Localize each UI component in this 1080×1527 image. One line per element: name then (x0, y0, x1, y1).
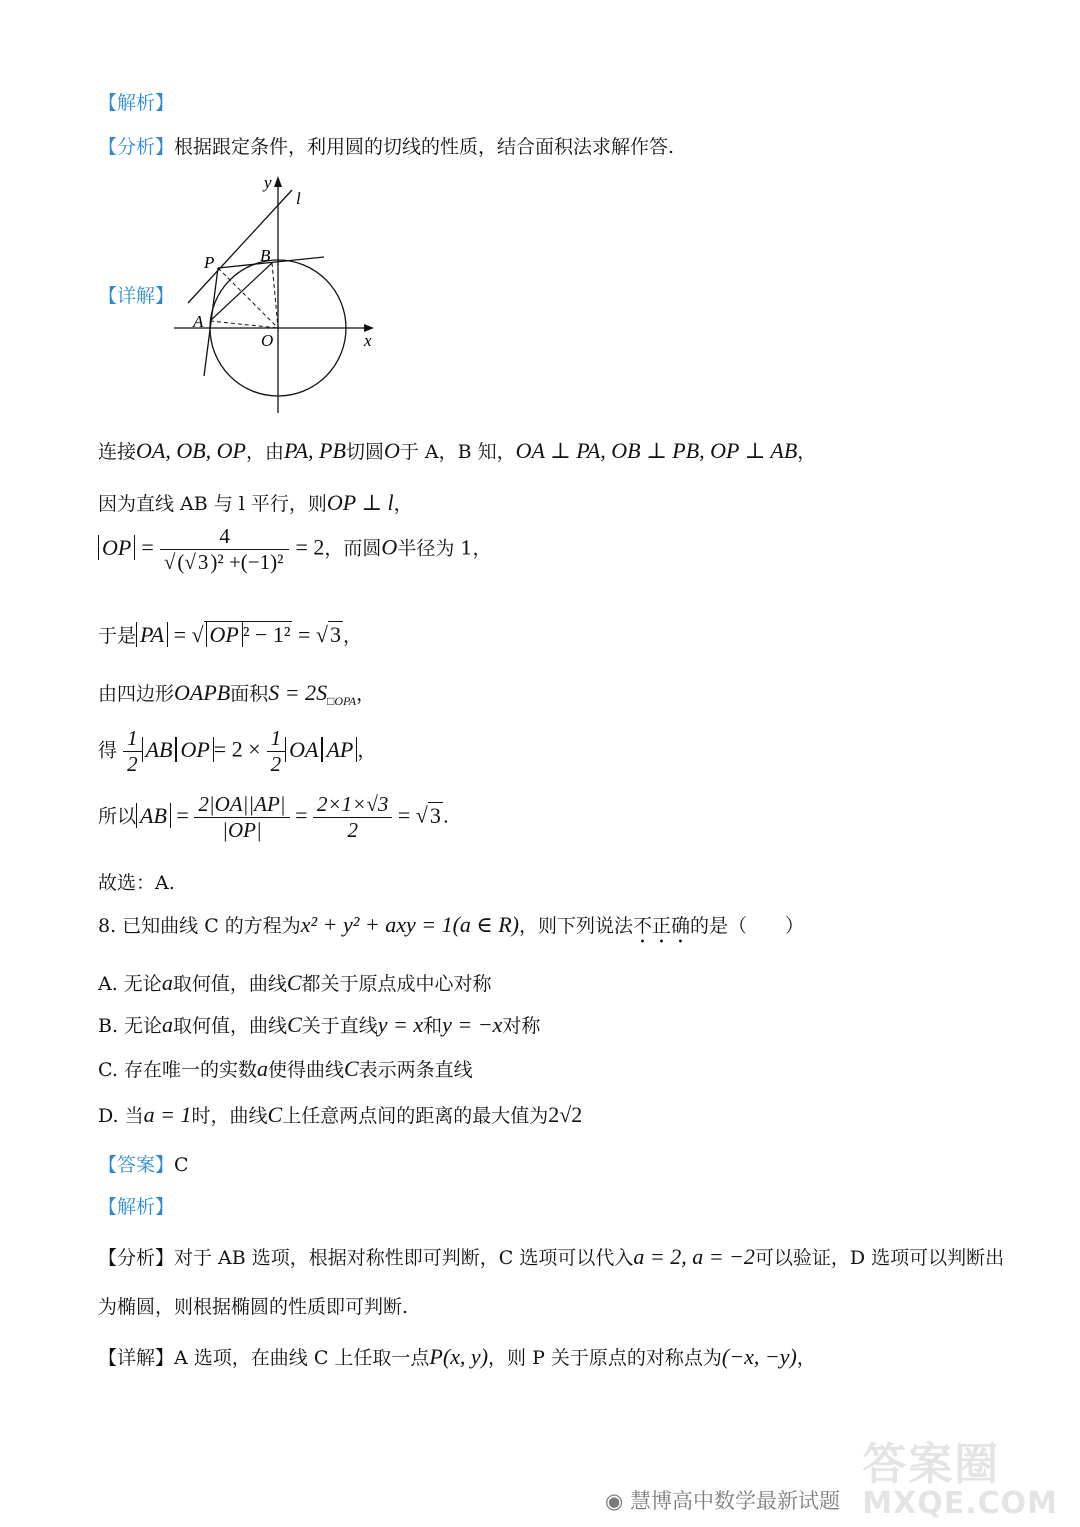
ab-fraction-2 (313, 792, 392, 843)
step2-pre: 因为直线 AB 与 l 平行，则 (98, 493, 327, 515)
step2-end: ， (393, 493, 413, 515)
option-c-text: 使得曲线 (267, 1059, 344, 1081)
label-l: l (296, 189, 301, 208)
segment-op (218, 268, 278, 328)
step-ab-length: 所以 AB = $\frac{2|OA||AP|}{|OP|}$ = $\frac{2\times 1\times√3}{2}$ = √3 . (98, 792, 449, 843)
step6-pre: 得 (98, 739, 118, 762)
y-axis-arrow (274, 176, 282, 187)
step7-ab: AB (136, 803, 171, 828)
wechat-icon: ◉ (604, 1489, 624, 1513)
detail-2-end: ， (796, 1347, 816, 1369)
section-tag-analysis-2: 【解析】 (98, 1196, 175, 1218)
step5-mid: 面积 (230, 683, 269, 705)
answer-line (98, 1154, 189, 1177)
step5-pre: 由四边形 (98, 683, 175, 705)
detail-tag: 【详解】 (98, 285, 175, 307)
pa-result: 3 (329, 622, 341, 647)
step1-m1: OA, OB, OP (136, 438, 246, 463)
ab-result: 3 (429, 802, 441, 828)
answer-tag: 【答案】 (98, 1154, 175, 1176)
ab-den-2: 2 (347, 818, 358, 843)
analysis-2-line-1 (98, 1244, 1004, 1270)
section-tag-analysis: 【解析】 (98, 92, 175, 114)
step1-t3: 切圆 (345, 441, 384, 463)
q8-mid: ，则下列说法 (518, 915, 633, 937)
option-d-pre: D. 当 (98, 1105, 144, 1127)
option-b-m: a (162, 1012, 174, 1037)
segment-ob (272, 263, 278, 328)
wechat-watermark-text: 慧博高中数学最新试题 (630, 1489, 840, 1513)
step6-op: OP (176, 737, 213, 762)
pa-rad-tail: ² − 1² (242, 622, 291, 647)
watermark-brand: 答案圈 (862, 1439, 1001, 1490)
step-op-length: OP = $\frac{4}{\text{√(√3)² +(−1)²}}$ = 2，而圆O半径为 1， (98, 524, 491, 575)
detail-2-line (98, 1344, 816, 1370)
step1-m3: O (383, 438, 400, 463)
half-den-2: 2 (270, 752, 282, 777)
step3-text2: 半径为 1， (397, 537, 492, 560)
step6-end: ， (357, 739, 377, 762)
analysis-line (98, 136, 674, 159)
option-b-text3: 和 (423, 1015, 443, 1037)
step1-t4: 于 A，B 知， (399, 441, 516, 463)
option-d-text2: 上任意两点间的距离的最大值为 (282, 1105, 549, 1127)
op-denominator: √(√3)² +(−1)² (163, 550, 284, 575)
geometry-figure (168, 168, 388, 418)
watermark-site: MXQE.COM (862, 1486, 1058, 1521)
option-b-text2: 关于直线 (301, 1015, 378, 1037)
label-a: A (193, 312, 204, 331)
option-c (98, 1056, 473, 1082)
option-b-text: 取何值，曲线 (173, 1015, 288, 1037)
half-num-2: 1 (267, 726, 286, 752)
half-fraction-2 (267, 726, 286, 777)
option-d (98, 1102, 582, 1128)
option-b-m4: y = −x (442, 1012, 503, 1037)
half-den-1: 2 (127, 752, 138, 777)
ab-num-2: 2×1×√3 (313, 792, 392, 818)
step4-pre: 于是 (98, 625, 137, 647)
step5-end: ， (356, 683, 376, 705)
q8-equation: x² + y² + axy = 1(a ∈ R) (300, 912, 519, 937)
option-b-m3: y = x (377, 1012, 424, 1037)
segment-oa (210, 321, 278, 328)
option-a (98, 970, 492, 996)
label-b: B (260, 246, 271, 265)
option-d-text: 时，曲线 (191, 1105, 268, 1127)
analysis-2-line-2: 为椭圆，则根据椭圆的性质即可判断. (98, 1296, 409, 1318)
step1-pre: 连接 (98, 441, 137, 463)
op-rad-tail: +(−1) (228, 550, 278, 575)
label-p: P (204, 253, 215, 272)
step-area-equation (98, 726, 376, 777)
option-a-m2: C (286, 970, 302, 995)
op-fraction (160, 524, 290, 575)
wechat-watermark (605, 1485, 840, 1515)
option-b-text4: 对称 (502, 1015, 541, 1037)
line-l (188, 190, 292, 303)
label-y: y (264, 173, 272, 192)
step7-pre: 所以 (98, 805, 137, 828)
step5-m2: S = 2S (268, 680, 328, 705)
step2-m: OP ⊥ l (326, 490, 394, 515)
op-abs: OP (98, 535, 135, 560)
half-fraction-1 (123, 726, 142, 777)
step3-m: O (381, 534, 398, 560)
option-a-text2: 都关于原点成中心对称 (301, 973, 492, 995)
detail-2-tag: 【详解】 (98, 1347, 175, 1369)
detail-2-text: A 选项，在曲线 C 上任取一点 (174, 1347, 430, 1369)
q8-num: 8. 已知曲线 C 的方程为 (98, 915, 301, 937)
pa-abs: PA (136, 622, 168, 647)
step1-m2: PA, PB (284, 438, 346, 463)
detail-2-text2: ，则 P 关于原点的对称点为 (488, 1347, 722, 1369)
detail-2-m2: (−x, −y) (721, 1344, 797, 1369)
option-c-m2: C (343, 1056, 359, 1081)
step1-mid: ，由 (246, 441, 285, 463)
step6-ab: AB (142, 737, 177, 762)
step-pa-length: 于是 PA = √ OP ² − 1² = √3 ， (98, 622, 362, 647)
analysis-2-tag: 【分析】 (98, 1247, 175, 1269)
option-b-pre: B. 无论 (98, 1015, 163, 1037)
analysis-2-text1: 对于 AB 选项，根据对称性即可判断，C 选项可以代入 (174, 1247, 634, 1269)
analysis-2-text2: 可以验证，D 选项可以判断出 (754, 1247, 1005, 1269)
answer-choice-line: 故选：A. (98, 872, 175, 894)
ab-num-1: 2|OA||AP| (194, 792, 289, 818)
step1-end: ， (797, 441, 817, 463)
answer-value: C (174, 1154, 189, 1176)
option-c-text2: 表示两条直线 (358, 1059, 473, 1081)
option-a-text: 取何值，曲线 (172, 973, 287, 995)
detail-2-m: P(x, y) (429, 1344, 489, 1369)
option-d-m: a = 1 (143, 1102, 192, 1127)
step6-times: = 2 × (213, 736, 261, 762)
half-num-1: 1 (123, 726, 142, 752)
option-c-pre: C. 存在唯一的实数 (98, 1059, 257, 1081)
step5-m: OAPB (174, 680, 231, 705)
step3-text: ，而圆 (324, 537, 382, 560)
option-a-pre: A. 无论 (98, 973, 162, 995)
q8-emphasis: 不正确 (632, 915, 690, 937)
label-x: x (364, 331, 372, 350)
ab-fraction-1 (194, 792, 289, 843)
option-d-m2: C (267, 1102, 283, 1127)
step6-oa: OA (285, 737, 322, 762)
option-b-m2: C (287, 1012, 302, 1037)
op-numerator: 4 (160, 524, 290, 550)
step4-end: ， (342, 625, 362, 647)
op-rad: 3 (197, 550, 209, 575)
analysis-2-m: a = 2, a = −2 (633, 1244, 755, 1269)
option-c-m: a (256, 1056, 268, 1081)
option-d-m3: 2√2 (548, 1102, 583, 1127)
step6-ap: AP (322, 737, 357, 762)
op-result: = 2 (295, 534, 325, 560)
option-a-m: a (161, 970, 173, 995)
q8-end: 的是（ ） (690, 915, 805, 937)
step1-m4: OA ⊥ PA, OB ⊥ PB, OP ⊥ AB (515, 438, 798, 463)
label-o: O (261, 331, 274, 350)
step5-sub: □OPA (327, 693, 357, 708)
option-b (98, 1012, 540, 1038)
ab-den-1: |OP| (222, 818, 262, 843)
analysis-tag: 【分析】 (98, 136, 175, 158)
question-8 (98, 912, 804, 948)
step7-end: . (442, 805, 449, 828)
analysis-text: 根据跟定条件，利用圆的切线的性质，结合面积法求解作答. (174, 136, 675, 158)
site-watermark (862, 1428, 1058, 1521)
step-parallel (98, 490, 413, 516)
pa-rad: OP (206, 622, 243, 647)
step-area (98, 680, 375, 708)
step-connect (98, 438, 816, 464)
